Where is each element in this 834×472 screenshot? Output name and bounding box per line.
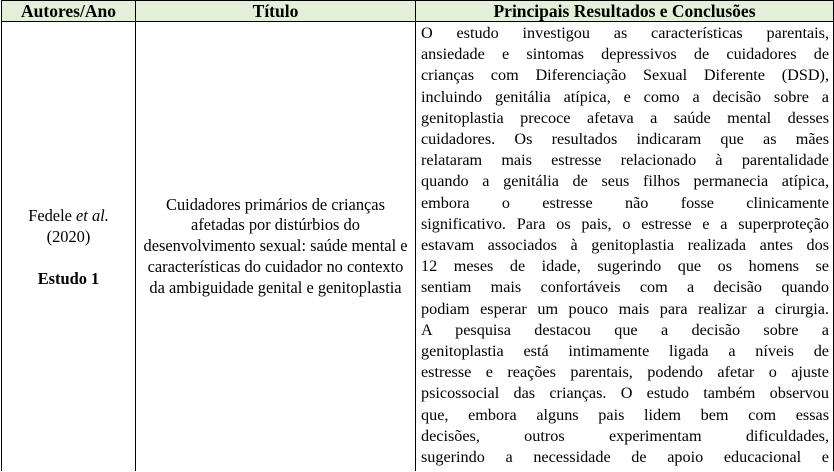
results-line: incluindo genitália atípica, e como a decisão sobre a (421, 87, 829, 106)
header-title: Título (136, 1, 416, 22)
header-results: Principais Resultados e Conclusões (416, 1, 834, 22)
results-line: que, embora alguns pais lidem bem com essas (421, 405, 829, 424)
results-line: podiam esperar um pouco mais para realizar a cirurgia. (421, 299, 829, 318)
results-line: estresse e reações parentais, podendo afetar o ajuste (421, 363, 829, 382)
results-line: embora o estresse não fosse clinicamente (421, 193, 829, 212)
results-line: psicossocial das crianças. O estudo também observou (421, 384, 829, 403)
author-etal: et al. (76, 205, 109, 225)
author-name: Fedele (28, 205, 72, 225)
results-text (421, 23, 829, 468)
results-cell (416, 22, 834, 472)
results-line: cuidadores. Os resultados indicaram que as mães (421, 130, 829, 149)
results-line: estavam associados à genitoplastia realizada antes dos (421, 236, 829, 255)
header-row (2, 1, 834, 22)
results-table (1, 0, 834, 471)
header-authors-year: Autores/Ano (2, 1, 136, 22)
results-line: genitoplastia precoce afetava a saúde mental desses (421, 108, 829, 127)
author-year: (2020) (46, 226, 91, 246)
study-label: Estudo 1 (37, 268, 100, 288)
results-line: genitoplastia está intimamente ligada a níveis de (421, 342, 829, 361)
results-line: crianças com Diferenciação Sexual Diferente (DSD), (421, 66, 829, 85)
results-line: sentiam mais confortáveis com a decisão quando (421, 278, 829, 297)
results-line: ansiedade e sintomas depressivos de cuidadores de (421, 45, 829, 64)
results-line: A pesquisa destacou que a decisão sobre a (421, 320, 829, 339)
results-line: significativo. Para os pais, o estresse e a superproteção (421, 214, 829, 233)
results-line: relataram mais estresse relacionado à parentalidade (421, 151, 829, 170)
title-cell: Cuidadores primários de crianças afetadas por distúrbios do desenvolvimento sexual: saúde mental e características do cuidador no contexto da ambiguidade genital e genitoplastia (136, 22, 416, 472)
results-line: sugerindo a necessidade de apoio educacional e (421, 448, 829, 467)
results-line: 12 meses de idade, sugerindo que os homens se (421, 257, 829, 276)
author-line (2, 205, 135, 226)
results-line: quando a genitália de seus filhos permanecia atípica, (421, 172, 829, 191)
results-line: decisões, outros experimentam dificuldades, (421, 426, 829, 445)
author-spacer (2, 247, 135, 268)
table-row (2, 22, 834, 472)
author-cell (2, 22, 136, 472)
results-line: O estudo investigou as características parentais, (421, 24, 829, 42)
